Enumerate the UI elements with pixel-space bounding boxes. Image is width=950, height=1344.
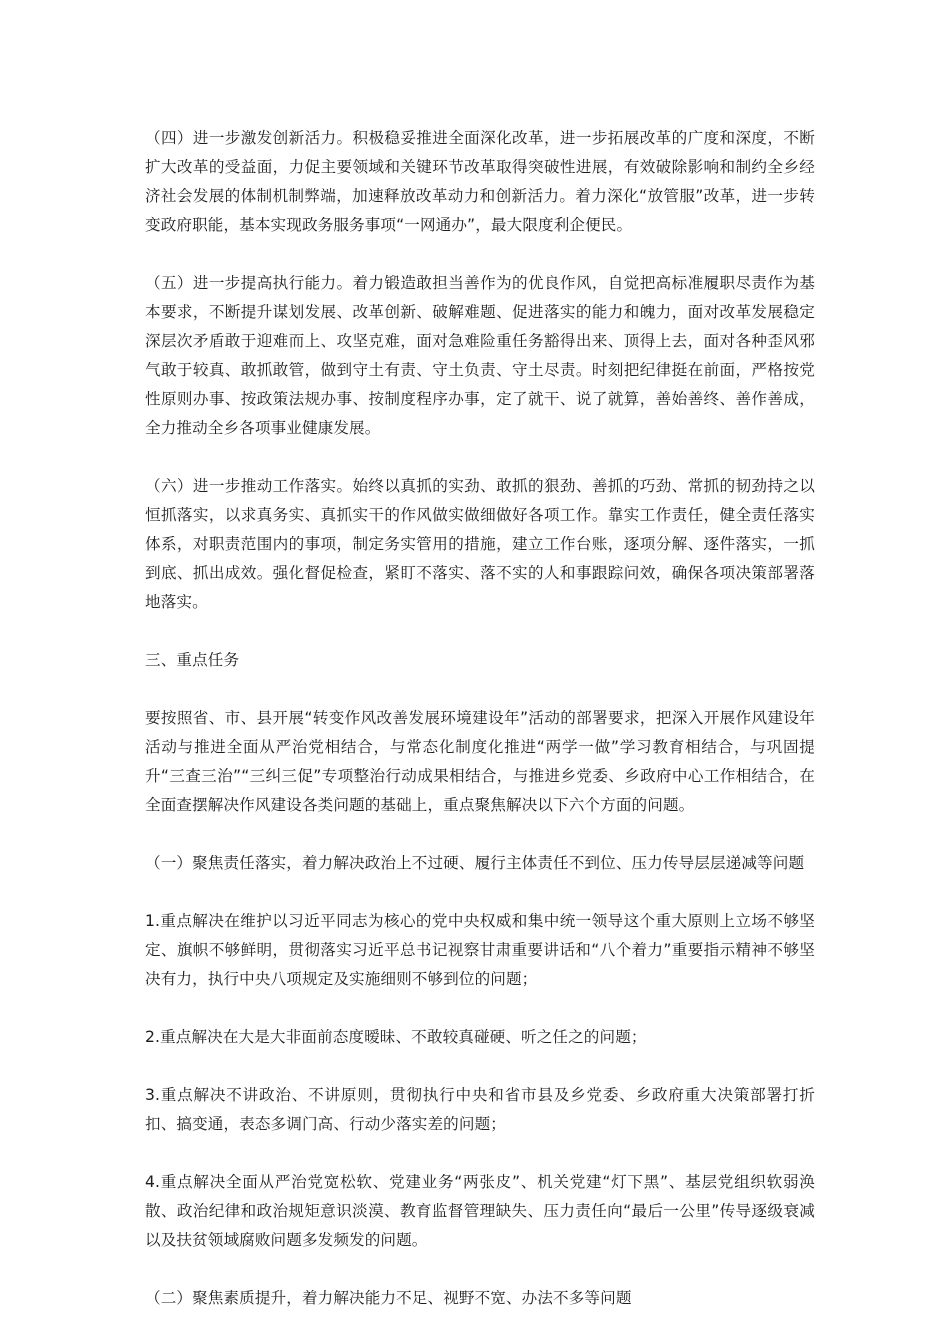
document-body bbox=[145, 124, 815, 1342]
list-item-2: 2.重点解决在大是大非面前态度暧昧、不敢较真碰硬、听之任之的问题； bbox=[145, 1028, 647, 1046]
paragraph-implementation: （六）进一步推动工作落实。始终以真抓的实劲、敢抓的狠劲、善抓的巧劲、常抓的韧劲持之以恒抓落实，以求真务实、真抓实干的作风做实做细做好各项工作。靠实工作责任，健全责任落实体系，对职责范围内的事项，制定务实管用的措施，建立工作台账，逐项分解、逐件落实，一抓到底、抓出成效。强化督促检查，紧盯不落实、落不实的人和事跟踪问效，确保各项决策部署落地落实。 bbox=[145, 477, 815, 611]
paragraph-innovation: （四）进一步激发创新活力。积极稳妥推进全面深化改革，进一步拓展改革的广度和深度，不断扩大改革的受益面，力促主要领域和关键环节改革取得突破性进展，有效破除影响和制约全乡经济社会发展的体制机制弊端，加速释放改革动力和创新活力。着力深化“放管服”改革，进一步转变政府职能，基本实现政务服务事项“一网通办”，最大限度利企便民。 bbox=[145, 129, 815, 234]
section-heading-key-tasks: 三、重点任务 bbox=[145, 651, 240, 669]
list-item-4: 4.重点解决全面从严治党宽松软、党建业务“两张皮”、机关党建“灯下黑”、基层党组织软弱涣散、政治纪律和政治规矩意识淡漠、教育监督管理缺失、压力责任向“最后一公里”传导逐级衰减以及扶贫领域腐败问题多发频发的问题。 bbox=[145, 1173, 815, 1249]
subheading-quality: （二）聚焦素质提升，着力解决能力不足、视野不宽、办法不多等问题 bbox=[145, 1289, 632, 1307]
paragraph-execution: （五）进一步提高执行能力。着力锻造敢担当善作为的优良作风，自觉把高标准履职尽责作为基本要求，不断提升谋划发展、改革创新、破解难题、促进落实的能力和魄力，面对改革发展稳定深层次矛盾敢于迎难而上、攻坚克难，面对急难险重任务豁得出来、顶得上去，面对各种歪风邪气敢于较真、敢抓敢管，做到守土有责、守土负责、守土尽责。时刻把纪律挺在前面，严格按党性原则办事、按政策法规办事、按制度程序办事，定了就干、说了就算，善始善终、善作善成，全力推动全乡各项事业健康发展。 bbox=[145, 274, 815, 437]
subheading-responsibility: （一）聚焦责任落实，着力解决政治上不过硬、履行主体责任不到位、压力传导层层递减等问题 bbox=[145, 854, 805, 872]
list-item-1: 1.重点解决在维护以习近平同志为核心的党中央权威和集中统一领导这个重大原则上立场不够坚定、旗帜不够鲜明，贯彻落实习近平总书记视察甘肃重要讲话和“八个着力”重要指示精神不够坚决有力，执行中央八项规定及实施细则不够到位的问题； bbox=[145, 912, 815, 988]
list-item-3: 3.重点解决不讲政治、不讲原则，贯彻执行中央和省市县及乡党委、乡政府重大决策部署打折扣、搞变通，表态多调门高、行动少落实差的问题； bbox=[145, 1086, 815, 1133]
paragraph-key-tasks-intro: 要按照省、市、县开展“转变作风改善发展环境建设年”活动的部署要求，把深入开展作风建设年活动与推进全面从严治党相结合，与常态化制度化推进“两学一做”学习教育相结合，与巩固提升“三查三治”“三纠三促”专项整治行动成果相结合，与推进乡党委、乡政府中心工作相结合，在全面查摆解决作风建设各类问题的基础上，重点聚焦解决以下六个方面的问题。 bbox=[145, 709, 815, 814]
